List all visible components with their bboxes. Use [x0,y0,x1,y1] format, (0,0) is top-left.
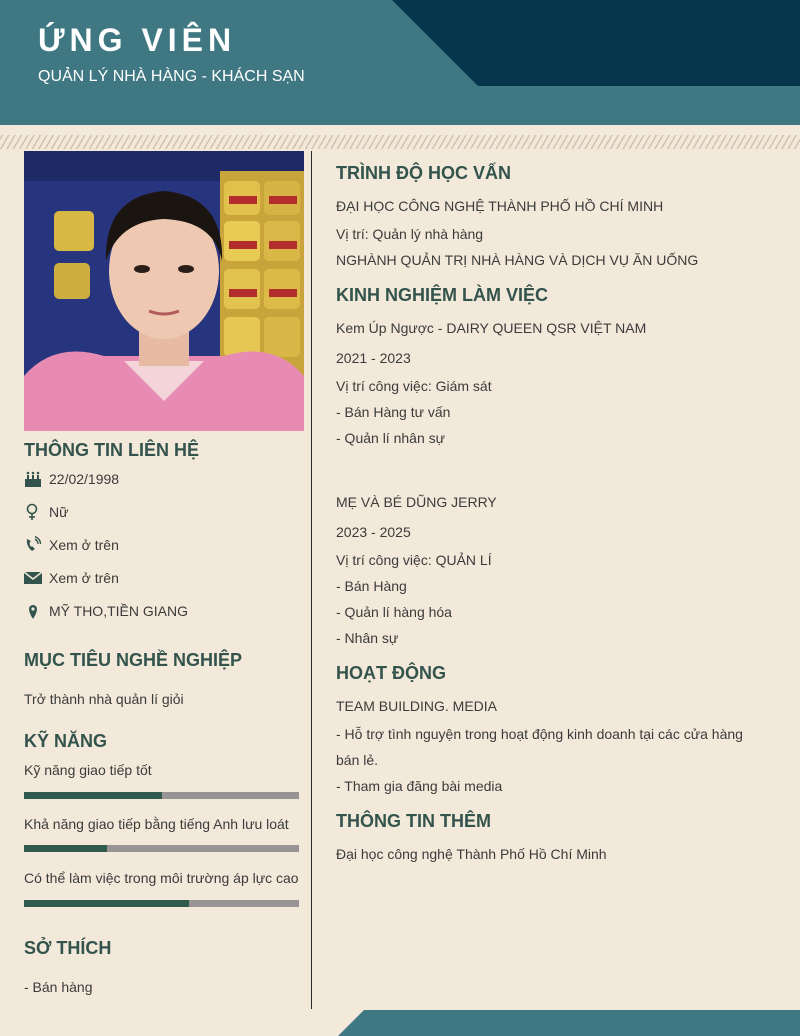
female-icon [24,503,42,521]
job-company: MẸ VÀ BÉ DŨNG JERRY [336,494,497,510]
column-divider [311,151,312,1009]
job-role: Vị trí công việc: Giám sát [336,378,492,394]
skill-label: Kỹ năng giao tiếp tốt [24,762,152,778]
footer-band [0,1010,800,1036]
skill-bar-fill [24,845,107,852]
skill-label: Khả năng giao tiếp bằng tiếng Anh lưu loát [24,816,289,832]
activity-name: TEAM BUILDING. MEDIA [336,698,498,714]
job-duty: - Quản lí hàng hóa [336,604,452,620]
candidate-name: ỨNG VIÊN [38,22,237,58]
experience-heading: KINH NGHIỆM LÀM VIỆC [336,285,549,305]
job-duty: - Quản lí nhân sự [336,430,445,446]
hobbies-heading: SỞ THÍCH [24,938,112,958]
job-role: Vị trí công việc: QUẢN LÍ [336,552,492,568]
job-period: 2023 - 2025 [336,524,411,540]
profile-photo [24,151,304,431]
job-period: 2021 - 2023 [336,350,411,366]
objective-heading: MỤC TIÊU NGHỀ NGHIỆP [24,650,243,670]
additional-heading: THÔNG TIN THÊM [336,811,491,831]
skills-heading: KỸ NĂNG [24,731,108,751]
phone-icon [24,536,42,554]
education-position: Vị trí: Quản lý nhà hàng [336,226,484,242]
skill-bar [24,792,299,799]
skill-bar [24,900,299,907]
contact-gender-text: Nữ [49,504,69,520]
education-heading: TRÌNH ĐỘ HỌC VẤN [336,163,511,183]
job-duty: - Nhân sự [336,630,399,646]
contact-birthday [24,469,119,489]
envelope-icon [24,569,42,587]
skill-bar-fill [24,900,189,907]
education-school: ĐẠI HỌC CÔNG NGHỆ THÀNH PHỐ HỒ CHÍ MINH [336,198,664,214]
contact-heading: THÔNG TIN LIÊN HỆ [24,440,199,460]
cv-header [0,0,800,125]
activity-item: - Tham gia đăng bài media [336,778,503,794]
candidate-position: QUẢN LÝ NHÀ HÀNG - KHÁCH SẠN [38,68,305,85]
activity-item: - Hỗ trợ tình nguyện trong hoạt động kinh doanh tại các cửa hàng bán lẻ. [336,726,743,768]
contact-address-text: MỸ THO,TIỀN GIANG [49,603,188,619]
education-major: NGHÀNH QUẢN TRỊ NHÀ HÀNG VÀ DỊCH VỤ ĂN UỐNG [336,252,699,268]
job-duty: - Bán Hàng tư vấn [336,404,451,420]
hobbies-text: - Bán hàng [24,979,93,995]
skill-bar [24,845,299,852]
skill-label: Có thể làm việc trong môi trường áp lực cao [24,870,299,886]
map-marker-icon [24,602,42,620]
activities-heading: HOẠT ĐỘNG [336,663,446,683]
additional-text: Đại học công nghệ Thành Phố Hồ Chí Minh [336,846,607,862]
contact-gender [24,502,68,522]
job-duty: - Bán Hàng [336,578,407,594]
contact-phone-text: Xem ở trên [49,537,119,553]
objective-text: Trở thành nhà quản lí giỏi [24,691,184,707]
contact-address [24,601,188,621]
birthday-cake-icon [24,470,42,488]
skill-bar-fill [24,792,162,799]
job-company: Kem Úp Ngược - DAIRY QUEEN QSR VIỆT NAM [336,320,647,336]
contact-email [24,568,119,588]
hatch-divider [0,135,800,149]
contact-birthday-text: 22/02/1998 [49,471,120,487]
contact-email-text: Xem ở trên [49,570,119,586]
contact-phone [24,535,119,555]
